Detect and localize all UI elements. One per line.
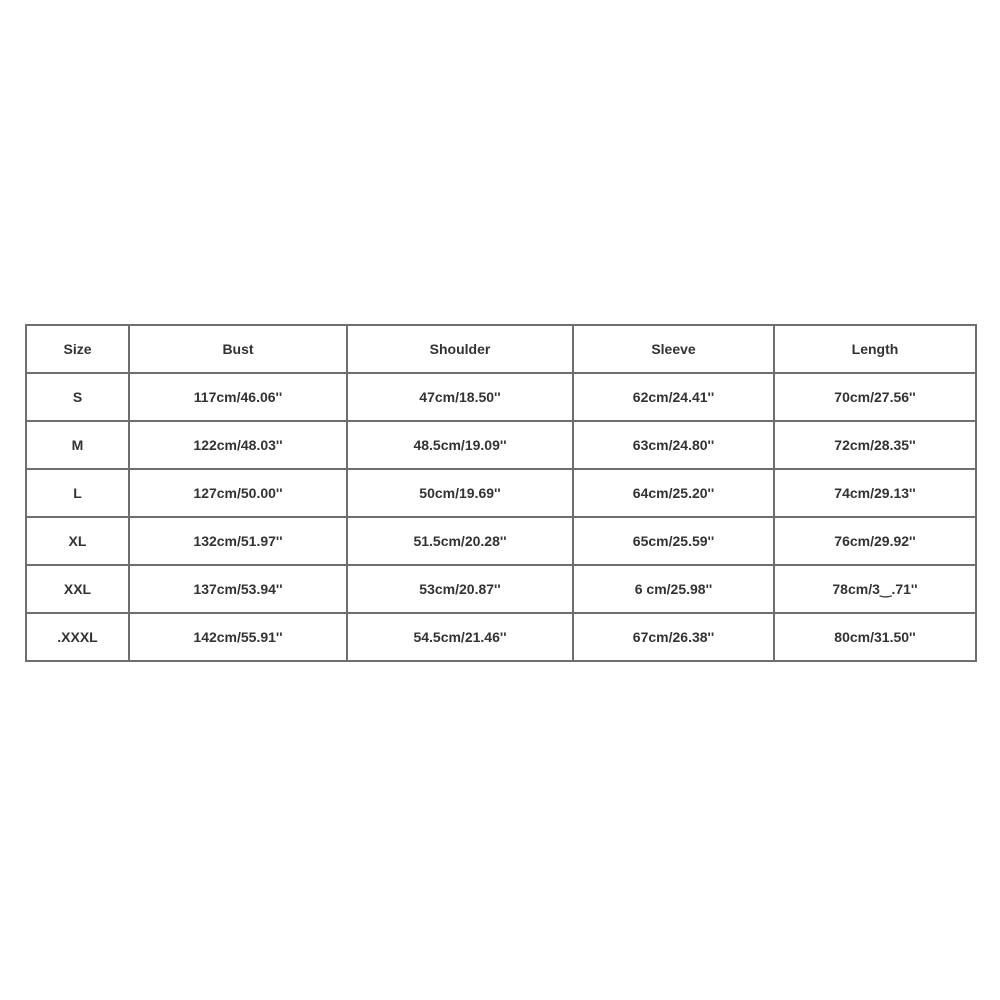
header-size: Size [26, 325, 129, 373]
size-chart-table [25, 324, 977, 662]
header-sleeve: Sleeve [573, 325, 774, 373]
cell-shoulder: 48.5cm/19.09'' [347, 421, 573, 469]
cell-bust: 142cm/55.91'' [129, 613, 347, 661]
header-row [26, 325, 976, 373]
cell-size: S [26, 373, 129, 421]
table-row [26, 373, 976, 421]
table-row [26, 613, 976, 661]
cell-shoulder: 50cm/19.69'' [347, 469, 573, 517]
cell-bust: 137cm/53.94'' [129, 565, 347, 613]
cell-bust: 122cm/48.03'' [129, 421, 347, 469]
cell-length: 74cm/29.13'' [774, 469, 976, 517]
cell-size: L [26, 469, 129, 517]
table-row [26, 421, 976, 469]
cell-size: .XXXL [26, 613, 129, 661]
cell-sleeve: 65cm/25.59'' [573, 517, 774, 565]
header-shoulder: Shoulder [347, 325, 573, 373]
cell-length: 78cm/3‿.71'' [774, 565, 976, 613]
cell-size: M [26, 421, 129, 469]
cell-sleeve: 63cm/24.80'' [573, 421, 774, 469]
cell-shoulder: 51.5cm/20.28'' [347, 517, 573, 565]
cell-bust: 132cm/51.97'' [129, 517, 347, 565]
header-bust: Bust [129, 325, 347, 373]
table-row [26, 565, 976, 613]
table-row [26, 469, 976, 517]
cell-sleeve: 62cm/24.41'' [573, 373, 774, 421]
table-row [26, 517, 976, 565]
cell-length: 80cm/31.50'' [774, 613, 976, 661]
cell-sleeve: 6 cm/25.98'' [573, 565, 774, 613]
header-length: Length [774, 325, 976, 373]
cell-size: XL [26, 517, 129, 565]
cell-shoulder: 54.5cm/21.46'' [347, 613, 573, 661]
cell-sleeve: 64cm/25.20'' [573, 469, 774, 517]
cell-length: 72cm/28.35'' [774, 421, 976, 469]
cell-bust: 117cm/46.06'' [129, 373, 347, 421]
cell-shoulder: 47cm/18.50'' [347, 373, 573, 421]
cell-bust: 127cm/50.00'' [129, 469, 347, 517]
cell-size: XXL [26, 565, 129, 613]
cell-sleeve: 67cm/26.38'' [573, 613, 774, 661]
cell-length: 70cm/27.56'' [774, 373, 976, 421]
cell-shoulder: 53cm/20.87'' [347, 565, 573, 613]
cell-length: 76cm/29.92'' [774, 517, 976, 565]
